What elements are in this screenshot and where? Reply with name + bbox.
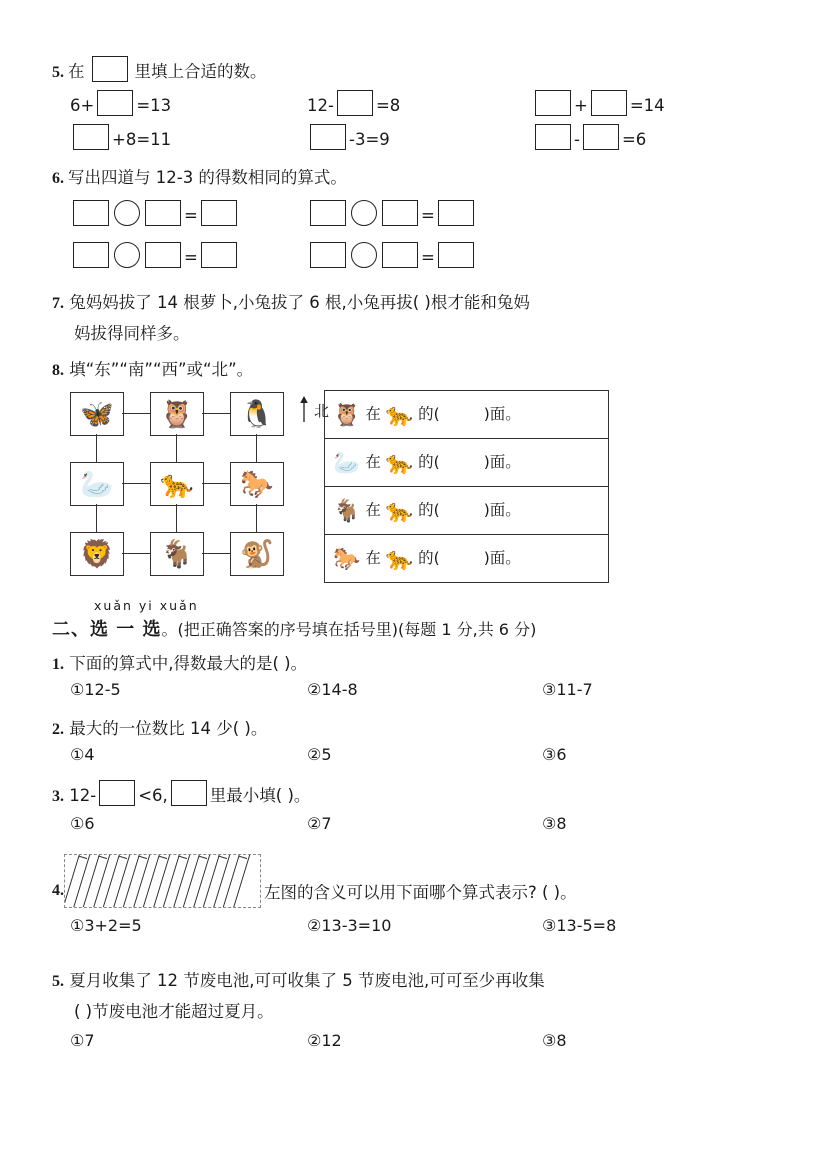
choice-3-stem-a: 12- — [69, 786, 97, 805]
grid-connector — [202, 553, 230, 554]
grid-cell-lion — [70, 532, 124, 576]
worksheet-content — [52, 56, 778, 1061]
option-1[interactable]: ①12-5 — [70, 680, 121, 699]
q5-item-3-post: =14 — [629, 96, 665, 115]
q5-item-4 — [70, 124, 171, 150]
option-3[interactable]: ③13-5=8 — [542, 916, 617, 935]
choice-1-stem-row — [52, 649, 778, 680]
option-2[interactable]: ②7 — [307, 814, 332, 833]
grid-cell-leopard — [150, 462, 204, 506]
table-cell[interactable] — [325, 391, 609, 439]
choice-1-number: 1. — [52, 656, 64, 673]
option-1[interactable]: ①7 — [70, 1031, 95, 1050]
owl-branch-icon: 🦉 — [333, 402, 361, 428]
table-row — [325, 487, 609, 535]
grid-cell-monkey — [230, 532, 284, 576]
question-6 — [52, 164, 778, 282]
answer-box[interactable] — [337, 90, 373, 116]
operator-circle[interactable] — [351, 200, 377, 226]
equals-sign: = — [184, 206, 198, 225]
q5-item-1 — [70, 90, 171, 116]
choice-5-number: 5. — [52, 973, 64, 990]
question-6-row-1 — [52, 198, 778, 240]
answer-box[interactable] — [201, 242, 237, 268]
goat-icon: 🐐 — [160, 539, 194, 569]
question-7-line-1 — [52, 288, 778, 319]
operator-circle[interactable] — [114, 200, 140, 226]
table-cell[interactable] — [325, 535, 609, 583]
option-1[interactable]: ①3+2=5 — [70, 916, 142, 935]
operator-circle[interactable] — [114, 242, 140, 268]
choice-5-text-1: 夏月收集了 12 节废电池,可可收集了 5 节废电池,可可至少再收集 — [69, 971, 545, 990]
answer-box[interactable] — [73, 242, 109, 268]
question-7-text-1: 兔妈妈拔了 14 根萝卜,小兔拔了 6 根,小兔再拔( )根才能和兔妈 — [69, 293, 530, 312]
horse-icon: 🐎 — [333, 546, 361, 572]
answer-box[interactable] — [535, 124, 571, 150]
grid-connector — [202, 483, 230, 484]
question-8-stem-row — [52, 355, 778, 386]
row-tail-pre: 的( — [418, 500, 440, 519]
question-5-row-1 — [52, 90, 778, 124]
answer-box[interactable] — [310, 242, 346, 268]
question-7-number: 7. — [52, 295, 64, 312]
answer-box[interactable] — [438, 242, 474, 268]
answer-box[interactable] — [73, 124, 109, 150]
row-verb: 在 — [365, 452, 381, 471]
choice-5-line-2: ( )节废电池才能超过夏月。 — [74, 1002, 274, 1021]
row-tail-pre: 的( — [418, 452, 440, 471]
answer-box[interactable] — [97, 90, 133, 116]
choice-3-stem-b: <6, — [138, 786, 168, 805]
row-tail-pre: 的( — [418, 548, 440, 567]
table-cell[interactable] — [325, 439, 609, 487]
q5-item-2 — [307, 90, 400, 116]
row-tail-post: )面。 — [483, 548, 521, 567]
row-tail-post: )面。 — [483, 452, 521, 471]
option-3[interactable]: ③8 — [542, 814, 567, 833]
grid-connector — [176, 434, 177, 462]
question-6-stem-row — [52, 164, 778, 196]
choice-4-number-wrap — [52, 882, 64, 900]
answer-box[interactable] — [99, 780, 135, 806]
q5-item-6-post: =6 — [621, 130, 647, 149]
q6-expr-4 — [307, 242, 477, 268]
choice-2-number: 2. — [52, 721, 64, 738]
row-verb: 在 — [365, 548, 381, 567]
answer-box[interactable] — [310, 200, 346, 226]
answer-box[interactable] — [591, 90, 627, 116]
penguin-icon: 🐧 — [240, 399, 274, 429]
grid-cell-swan — [70, 462, 124, 506]
row-verb: 在 — [365, 500, 381, 519]
grid-cell-horse — [230, 462, 284, 506]
answer-box[interactable] — [382, 200, 418, 226]
option-3[interactable]: ③11-7 — [542, 680, 593, 699]
grid-connector — [96, 434, 97, 462]
grid-connector — [122, 413, 150, 414]
swan-icon: 🦢 — [80, 469, 114, 499]
grid-cell-goat — [150, 532, 204, 576]
section-2-pinyin: xuǎn yi xuǎn — [94, 598, 199, 613]
option-2[interactable]: ②13-3=10 — [307, 916, 392, 935]
section-2 — [52, 598, 778, 641]
grid-connector — [202, 413, 230, 414]
q5-item-4-post: +8=11 — [112, 130, 172, 149]
up-arrow-icon — [298, 396, 310, 422]
choice-5-line-1 — [52, 966, 778, 997]
question-6-row-2 — [52, 240, 778, 282]
q5-item-3 — [532, 90, 665, 116]
section-2-title: 选 一 选 — [90, 619, 162, 640]
choice-1-options — [52, 680, 778, 710]
operator-circle[interactable] — [351, 242, 377, 268]
choice-question-1 — [52, 649, 778, 710]
choice-4-options — [52, 916, 778, 946]
table-row — [325, 535, 609, 583]
answer-box[interactable] — [535, 90, 571, 116]
table-row — [325, 439, 609, 487]
choice-5-options — [52, 1031, 778, 1061]
leopard-icon: 🐆 — [385, 498, 414, 524]
q5-item-6-mid: - — [574, 130, 580, 149]
row-tail-post: )面。 — [483, 500, 521, 519]
choice-question-3 — [52, 779, 778, 844]
answer-box[interactable] — [73, 200, 109, 226]
answer-box[interactable] — [145, 200, 181, 226]
option-3[interactable]: ③8 — [542, 1031, 567, 1050]
question-7 — [52, 288, 778, 349]
section-2-heading — [52, 615, 778, 641]
q5-item-5 — [307, 124, 390, 150]
answer-box[interactable] — [438, 200, 474, 226]
answer-box[interactable] — [310, 124, 346, 150]
answer-box[interactable] — [382, 242, 418, 268]
question-5-stem-after: 里填上合适的数。 — [134, 62, 267, 81]
grid-connector — [96, 504, 97, 532]
grid-connector — [122, 483, 150, 484]
option-2[interactable]: ②12 — [307, 1031, 342, 1050]
choice-2-options — [52, 745, 778, 775]
question-6-stem: 写出四道与 12-3 的得数相同的算式。 — [68, 168, 347, 187]
option-2[interactable]: ②5 — [307, 745, 332, 764]
answer-box[interactable] — [92, 56, 128, 82]
question-5-row-2 — [52, 124, 778, 158]
choice-question-2 — [52, 714, 778, 775]
question-5-stem-before: 在 — [68, 62, 85, 81]
option-1[interactable]: ①4 — [70, 745, 95, 764]
choice-4-stem: 左图的含义可以用下面哪个算式表示? ( )。 — [264, 883, 577, 902]
question-5 — [52, 56, 778, 158]
direction-answer-table — [324, 390, 609, 583]
question-8-number: 8. — [52, 362, 64, 379]
answer-box[interactable] — [145, 242, 181, 268]
answer-box[interactable] — [171, 780, 207, 806]
leopard-icon: 🐆 — [385, 546, 414, 572]
question-8-body — [52, 386, 778, 596]
equals-sign: = — [421, 206, 435, 225]
choice-question-4 — [52, 854, 778, 964]
row-tail-post: )面。 — [483, 404, 521, 423]
choice-3-options — [52, 814, 778, 844]
q5-item-1-post: =13 — [136, 96, 172, 115]
option-3[interactable]: ③6 — [542, 745, 567, 764]
section-2-rest: 。(把正确答案的序号填在括号里)(每题 1 分,共 6 分) — [161, 620, 537, 639]
question-5-number: 5. — [52, 64, 64, 81]
swan-icon: 🦢 — [333, 450, 361, 476]
row-verb: 在 — [365, 404, 381, 423]
q5-item-3-mid: + — [574, 96, 588, 115]
q5-item-6 — [532, 124, 646, 150]
pencils-illustration — [64, 854, 261, 908]
choice-2-stem: 最大的一位数比 14 少( )。 — [69, 719, 268, 738]
question-8-stem: 填“东”“南”“西”或“北”。 — [69, 360, 254, 379]
row-tail-pre: 的( — [418, 404, 440, 423]
north-indicator — [298, 396, 330, 426]
horse-icon: 🐎 — [240, 469, 274, 499]
goat-icon: 🐐 — [333, 498, 361, 524]
q6-expr-2 — [307, 200, 477, 226]
north-label: 北 — [314, 402, 330, 420]
butterfly-icon: 🦋 — [80, 399, 114, 429]
grid-cell-owl — [150, 392, 204, 436]
question-7-line-2: 妈拔得同样多。 — [74, 324, 190, 343]
grid-cell-butterfly — [70, 392, 124, 436]
question-6-number: 6. — [52, 170, 64, 187]
section-2-index: 二、 — [52, 619, 90, 640]
equals-sign: = — [421, 248, 435, 267]
grid-connector — [176, 504, 177, 532]
answer-box[interactable] — [583, 124, 619, 150]
question-8 — [52, 355, 778, 596]
choice-3-number: 3. — [52, 788, 64, 805]
leopard-icon: 🐆 — [385, 402, 414, 428]
choice-1-stem: 下面的算式中,得数最大的是( )。 — [69, 654, 308, 673]
leopard-icon: 🐆 — [385, 450, 414, 476]
q5-item-2-pre: 12- — [307, 96, 334, 115]
monkey-icon: 🐒 — [240, 539, 274, 569]
table-row — [325, 391, 609, 439]
choice-3-stem-row — [52, 779, 778, 814]
choice-4-number: 4. — [52, 882, 64, 899]
option-1[interactable]: ①6 — [70, 814, 95, 833]
question-5-stem — [52, 56, 778, 88]
q6-expr-3 — [70, 242, 240, 268]
choice-2-stem-row — [52, 714, 778, 745]
leopard-icon: 🐆 — [160, 469, 194, 499]
q5-item-5-post: -3=9 — [349, 130, 390, 149]
choice-question-5 — [52, 966, 778, 1061]
lion-icon: 🦁 — [80, 539, 114, 569]
grid-connector — [256, 504, 257, 532]
grid-cell-penguin — [230, 392, 284, 436]
q5-item-2-post: =8 — [375, 96, 401, 115]
grid-connector — [122, 553, 150, 554]
table-cell[interactable] — [325, 487, 609, 535]
option-2[interactable]: ②14-8 — [307, 680, 358, 699]
answer-box[interactable] — [201, 200, 237, 226]
equals-sign: = — [184, 248, 198, 267]
q5-item-1-pre: 6+ — [70, 96, 95, 115]
grid-connector — [256, 434, 257, 462]
q6-expr-1 — [70, 200, 240, 226]
choice-3-stem-c: 里最小填( )。 — [209, 786, 311, 805]
owl-branch-icon: 🦉 — [160, 399, 194, 429]
